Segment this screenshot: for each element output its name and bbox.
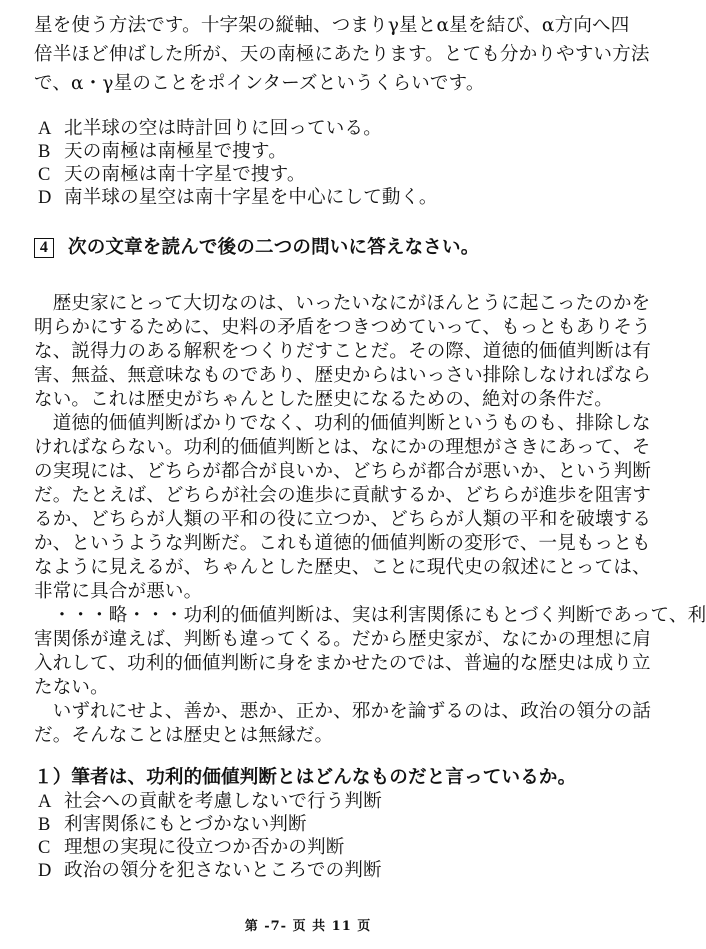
section-heading — [34, 236, 606, 260]
passage-line: いずれにせよ、善か、悪か、正か、邪かを論ずるのは、政治の領分の話 — [34, 701, 652, 722]
option-key: D — [38, 188, 52, 208]
passage-line: の実現には、どちらが都合が良いか、どちらが都合が悪いか、という判断 — [34, 461, 652, 482]
answer-option — [38, 836, 606, 860]
option-key: C — [38, 838, 51, 858]
passage-line: 害、無益、無意味なものであり、歴史からはいっさい排除しなければなら — [34, 365, 652, 386]
passage-line: 害関係が違えば、判断も違ってくる。だから歴史家が、なにかの理想に肩 — [34, 629, 652, 650]
option-text: 政治の領分を犯さないところでの判断 — [64, 860, 382, 881]
option-key: D — [38, 861, 52, 881]
paragraph-line: 倍半ほど伸ばした所が、天の南極にあたります。とても分かりやすい方法 — [34, 44, 650, 65]
passage-line: だ。そんなことは歴史とは無縁だ。 — [34, 725, 334, 746]
paragraph-line: 星を使う方法です。十字架の縦軸、つまりγ星とα星を結び、α方向へ四 — [34, 15, 630, 36]
passage-line: 歴史家にとって大切なのは、いったいなにがほんとうに起こったのかを — [34, 293, 651, 314]
passage-line: ければならない。功利的価値判断とは、なにかの理想がさきにあって、そ — [34, 437, 651, 458]
section-number: 4 — [34, 238, 54, 258]
passage-line: 入れして、功利的価値判断に身をまかせたのでは、普遍的な歴史は成り立 — [34, 653, 651, 674]
answer-option — [38, 163, 606, 187]
passage-line: なように見えるが、ちゃんとした歴史、ことに現代史の叙述にとっては、 — [34, 557, 651, 578]
passage-line: 道徳的価値判断ばかりでなく、功利的価値判断というものも、排除しな — [34, 413, 651, 434]
passage-line: たない。 — [34, 677, 109, 698]
option-key: A — [38, 792, 52, 812]
option-text: 北半球の空は時計回りに回っている。 — [64, 118, 382, 139]
option-key: B — [38, 142, 51, 162]
passage-line: 非常に具合が悪い。 — [34, 581, 203, 602]
passage-line: か、というような判断だ。これも道徳的価値判断の変形で、一見もっとも — [34, 533, 651, 554]
option-text: 社会への貢献を考慮しないで行う判断 — [64, 791, 382, 812]
passage-line: ない。これは歴史がちゃんとした歴史になるための、絶対の条件だ。 — [34, 389, 613, 410]
option-text: 理想の実現に役立つか否かの判断 — [64, 837, 345, 858]
question-label: １）筆者は、功利的価値判断とはどんなものだと言っているか。 — [34, 767, 577, 788]
answer-option — [38, 813, 606, 837]
option-text: 利害関係にもとづかない判断 — [64, 814, 307, 835]
passage-line: るか、どちらが人類の平和の役に立つか、どちらが人類の平和を破壊する — [34, 509, 652, 530]
answer-option — [38, 117, 606, 141]
page-footer: 第 -7- 页 共 11 页 — [244, 919, 372, 934]
option-text: 天の南極は南極星で捜す。 — [64, 141, 287, 162]
answer-option — [38, 859, 606, 883]
passage-line: な、説得力のある解釈をつくりだすことだ。その際、道徳的価値判断は有 — [34, 341, 652, 362]
paragraph-line: で、α・γ星のことをポインターズというくらいです。 — [34, 73, 485, 94]
option-key: A — [38, 119, 52, 139]
passage-line: だ。たとえば、どちらが社会の進歩に貢献するか、どちらが進歩を阻害す — [34, 485, 652, 506]
option-key: B — [38, 815, 51, 835]
answer-option — [38, 140, 606, 164]
option-text: 南半球の星空は南十字星を中心にして動く。 — [64, 187, 438, 208]
passage-line: 明らかにするために、史料の矛盾をつきつめていって、もっともありそう — [34, 317, 651, 338]
option-text: 天の南極は南十字星で捜す。 — [64, 164, 306, 185]
passage-line: ・・・略・・・功利的価値判断は、実は利害関係にもとづく判断であって、利 — [34, 605, 706, 626]
section-title: 次の文章を読んで後の二つの問いに答えなさい。 — [68, 237, 480, 258]
option-key: C — [38, 165, 51, 185]
answer-option — [38, 790, 606, 814]
answer-option — [38, 186, 606, 210]
